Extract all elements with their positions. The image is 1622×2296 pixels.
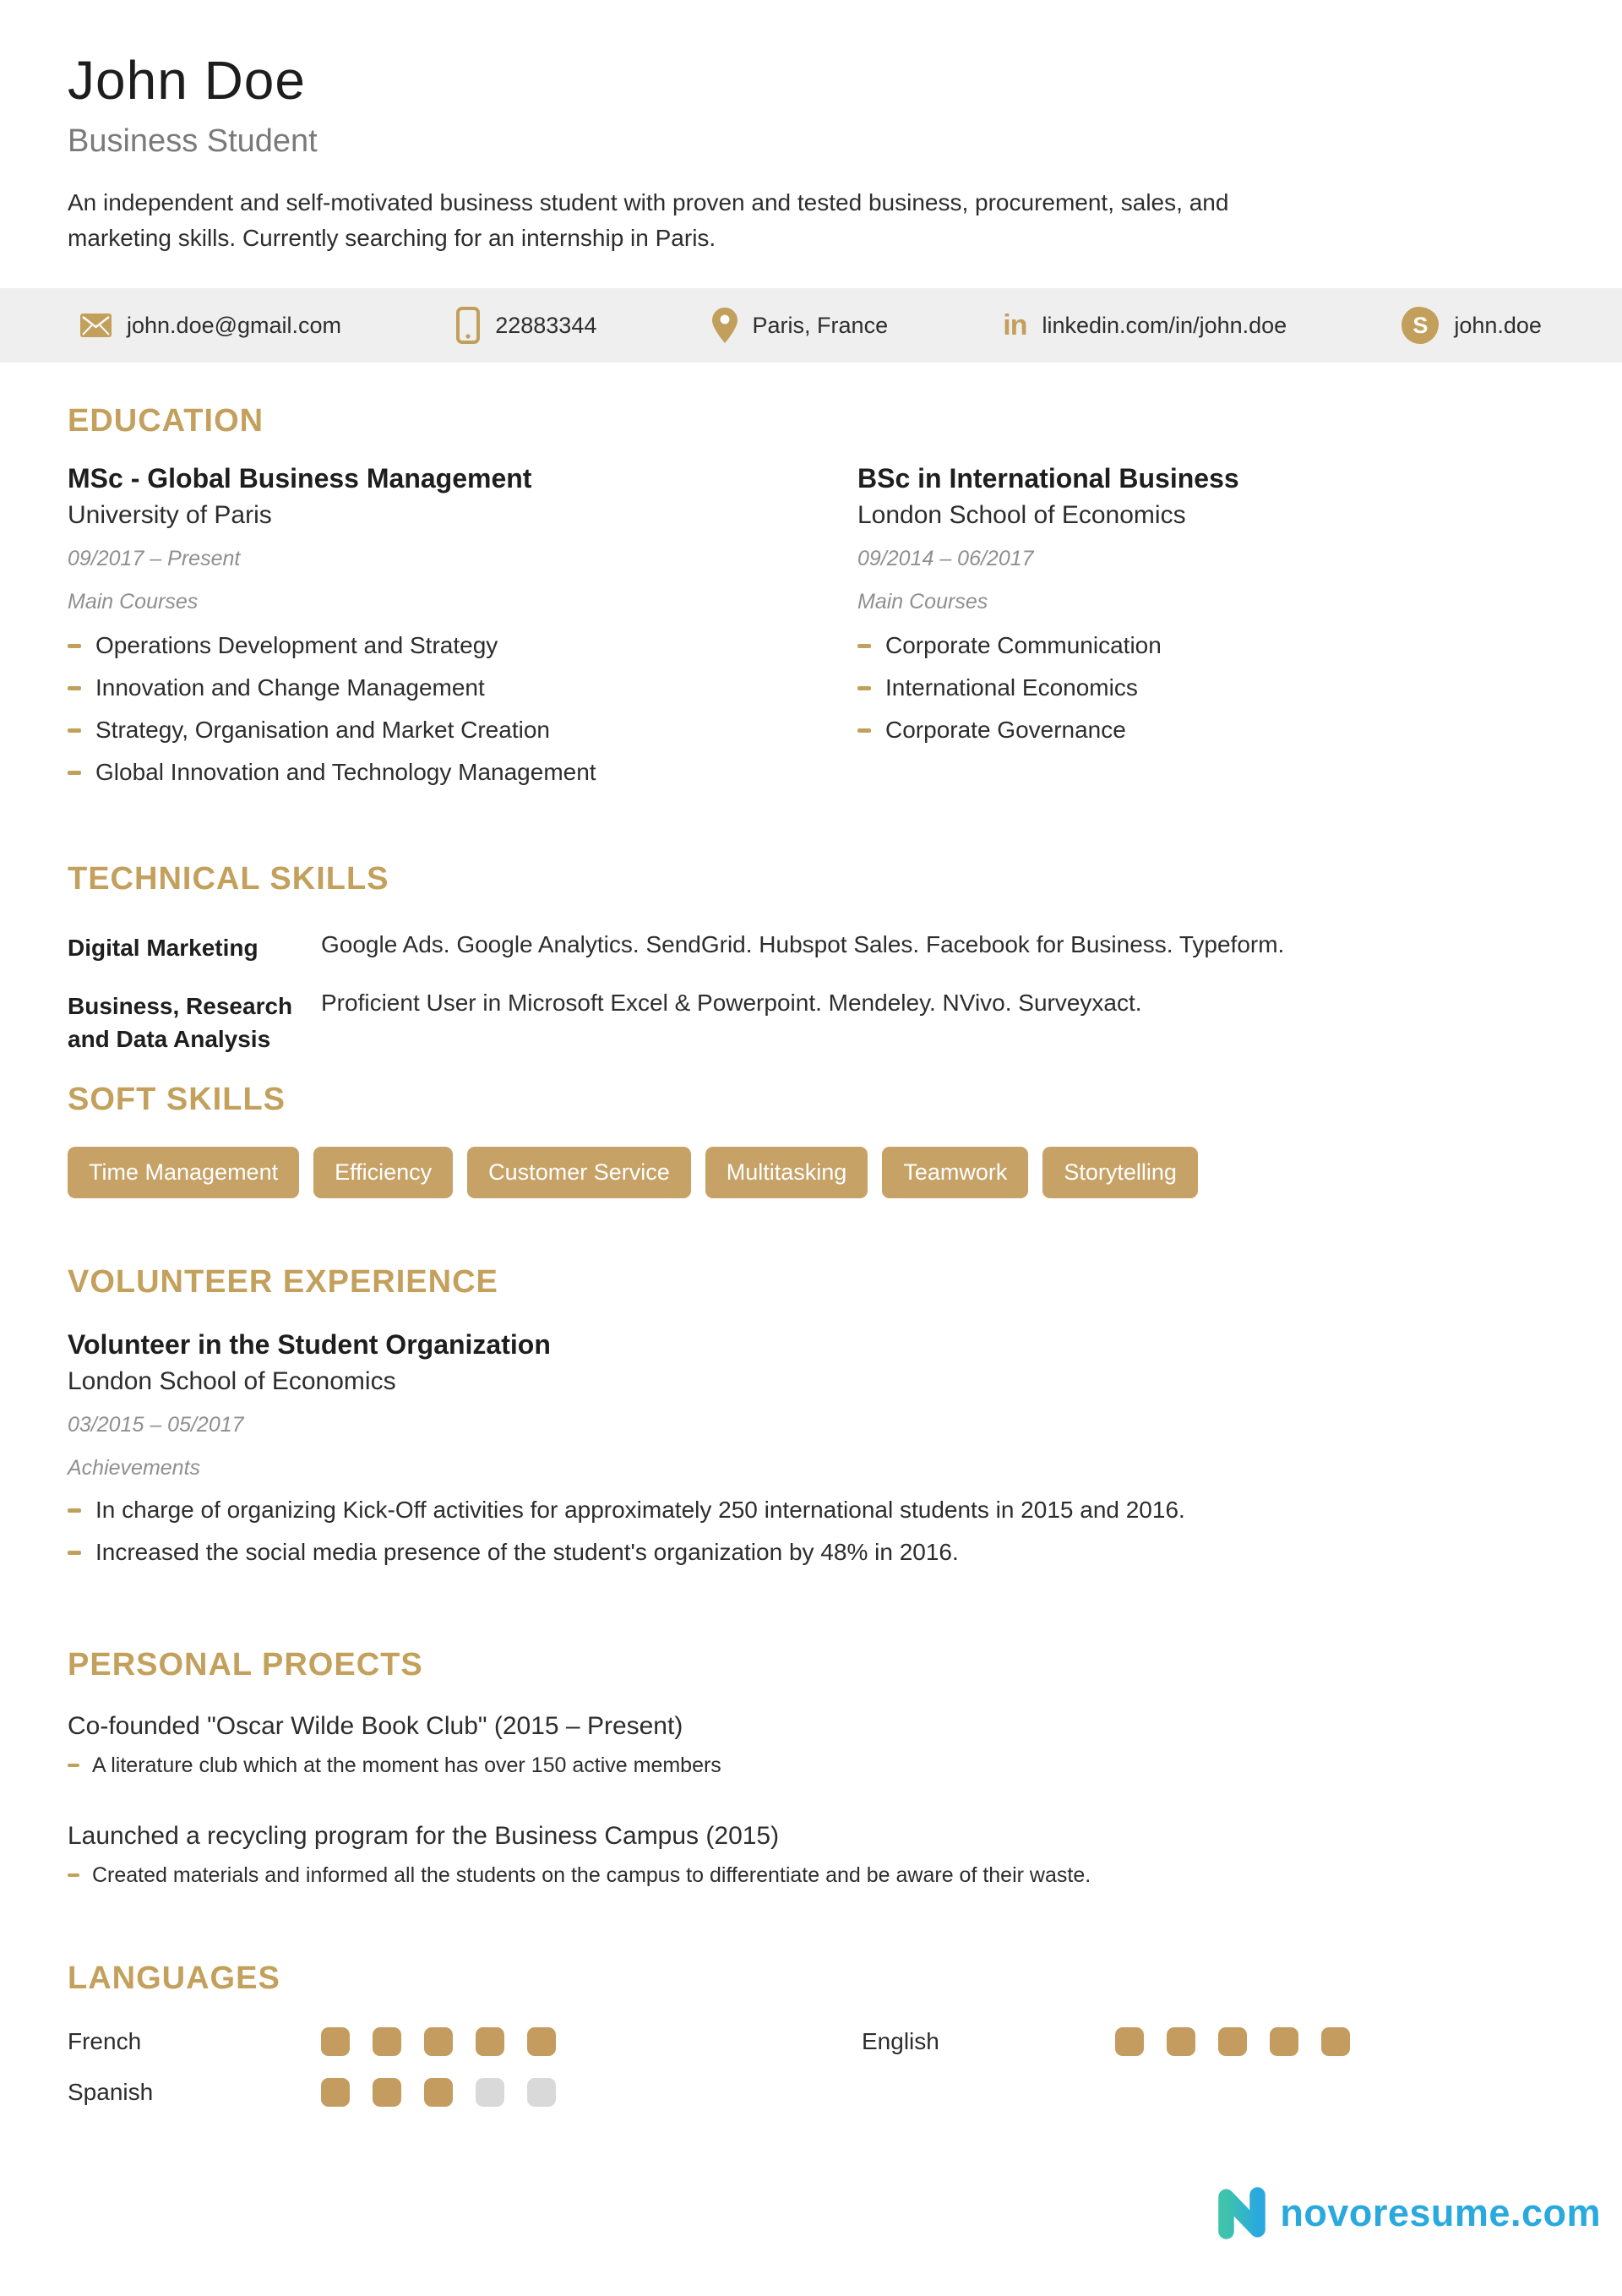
achievements-label: Achievements <box>68 1455 201 1480</box>
education-entry <box>68 463 857 800</box>
course-item-text: Corporate Governance <box>885 717 1126 743</box>
language-rows <box>68 2027 1554 2107</box>
level-square <box>373 2078 401 2107</box>
email-icon <box>80 314 112 337</box>
volunteer-role-title: Volunteer in the Student Organization <box>68 1328 551 1360</box>
contact-skype-text: john.doe <box>1454 312 1542 338</box>
level-square <box>1167 2027 1195 2056</box>
education-heading: EDUCATION <box>68 403 264 439</box>
course-item <box>68 758 857 787</box>
soft-skills-heading: SOFT SKILLS <box>68 1081 286 1117</box>
achievements-list <box>68 1496 1554 1567</box>
project-bullet <box>68 1862 1554 1888</box>
contact-skype <box>1402 307 1542 344</box>
dash-icon <box>68 686 81 690</box>
level-square <box>1270 2027 1298 2056</box>
project-item <box>68 1822 1554 1888</box>
achievement-item <box>68 1538 1554 1567</box>
course-item <box>68 674 857 702</box>
dash-icon <box>68 1764 79 1767</box>
course-item-text: Global Innovation and Technology Management <box>95 759 596 785</box>
technical-skill-rows <box>68 931 1554 1056</box>
contact-phone-text: 22883344 <box>495 312 597 338</box>
course-item <box>68 631 857 660</box>
language-row <box>68 2078 862 2107</box>
dash-icon <box>857 686 871 690</box>
school-name: University of Paris <box>68 501 272 529</box>
language-level-3-of-5 <box>321 2078 556 2107</box>
project-items <box>68 1712 1554 1888</box>
level-square <box>424 2027 453 2056</box>
dash-icon <box>857 728 871 733</box>
language-name: French <box>68 2027 142 2054</box>
personal-projects-heading: PERSONAL PROECTS <box>68 1646 423 1682</box>
course-item-text: Corporate Communication <box>885 632 1162 658</box>
dash-icon <box>857 644 871 648</box>
level-square <box>321 2027 350 2056</box>
education-entry <box>857 463 1554 800</box>
resume-header <box>0 0 1622 256</box>
achievement-item <box>68 1496 1554 1524</box>
education-date-range: 09/2014 – 06/2017 <box>857 547 1034 570</box>
level-square <box>476 2027 504 2056</box>
project-bullet <box>68 1753 1554 1778</box>
volunteer-section <box>0 1264 1622 1567</box>
course-item-text: Operations Development and Strategy <box>95 632 498 658</box>
level-square <box>1218 2027 1247 2056</box>
soft-skill-badge: Customer Service <box>467 1147 691 1198</box>
course-item <box>857 631 1554 660</box>
contact-email-text: john.doe@gmail.com <box>127 312 342 338</box>
contact-phone <box>456 307 596 344</box>
level-square <box>424 2078 453 2107</box>
achievement-item-text: In charge of organizing Kick-Off activities for approximately 250 international students in 2015 and 2016. <box>95 1496 1185 1523</box>
language-name: English <box>862 2027 939 2054</box>
level-square <box>527 2027 556 2056</box>
dash-icon <box>68 1551 81 1555</box>
skill-category-label: Business, Research and Data Analysis <box>68 993 293 1053</box>
skill-tools-text: Google Ads. Google Analytics. SendGrid. Hubspot Sales. Facebook for Business. Typeform. <box>321 931 1285 957</box>
project-bullets <box>68 1753 1554 1778</box>
contact-linkedin-text: linkedin.com/in/john.doe <box>1042 312 1287 338</box>
language-name: Spanish <box>68 2078 154 2105</box>
soft-skills-section <box>0 1082 1622 1198</box>
dash-icon <box>68 1873 79 1877</box>
volunteer-heading: VOLUNTEER EXPERIENCE <box>68 1263 498 1300</box>
dash-icon <box>68 1508 81 1513</box>
courses-label: Main Courses <box>857 590 988 614</box>
contact-location <box>712 308 889 343</box>
project-bullet-text: A literature club which at the moment has over 150 active members <box>92 1753 721 1777</box>
skill-category-label: Digital Marketing <box>68 935 259 961</box>
level-square <box>527 2078 556 2107</box>
language-row <box>68 2027 862 2056</box>
novoresume-logo[interactable] <box>1211 2182 1601 2244</box>
degree-title: MSc - Global Business Management <box>68 463 532 494</box>
contact-email <box>80 313 341 339</box>
linkedin-icon <box>1003 311 1026 340</box>
soft-skill-badge: Storytelling <box>1042 1147 1198 1198</box>
skill-tools-text: Proficient User in Microsoft Excel & Powerpoint. Mendeley. NVivo. Surveyxact. <box>321 990 1142 1017</box>
courses-label: Main Courses <box>68 590 199 614</box>
degree-title: BSc in International Business <box>857 463 1239 494</box>
technical-skills-heading: TECHNICAL SKILLS <box>68 861 389 897</box>
languages-section <box>0 1961 1622 2107</box>
volunteer-date-range: 03/2015 – 05/2017 <box>68 1412 244 1437</box>
soft-skill-badge: Teamwork <box>882 1147 1028 1198</box>
summary-text: An independent and self-motivated business student with proven and tested business, procurement, sales, and marketing skills. Currently searching for an internship in Paris. <box>68 189 1229 251</box>
languages-heading: LANGUAGES <box>68 1960 280 1996</box>
level-square <box>1115 2027 1144 2056</box>
technical-skill-row <box>68 990 1554 1055</box>
language-level-5-of-5 <box>1115 2027 1350 2056</box>
contact-bar <box>0 288 1622 363</box>
achievement-item-text: Increased the social media presence of the student's organization by 48% in 2016. <box>95 1538 959 1565</box>
courses-list <box>68 631 857 787</box>
level-square <box>321 2078 350 2107</box>
technical-skills-section <box>0 861 1622 1056</box>
education-entries <box>68 463 1554 800</box>
novoresume-brand-text[interactable]: novoresume.com <box>1280 2191 1601 2234</box>
personal-projects-section <box>0 1647 1622 1888</box>
volunteer-organization: London School of Economics <box>68 1366 396 1395</box>
candidate-job-title: Business Student <box>68 123 318 159</box>
dash-icon <box>68 728 81 733</box>
language-row <box>862 2027 1554 2056</box>
project-title: Co-founded "Oscar Wilde Book Club" (2015 – Present) <box>68 1711 683 1740</box>
soft-skill-badge: Efficiency <box>313 1147 453 1198</box>
course-item <box>857 674 1554 702</box>
level-square <box>1321 2027 1350 2056</box>
project-bullets <box>68 1862 1554 1888</box>
level-square <box>373 2027 401 2056</box>
contact-location-text: Paris, France <box>752 312 889 338</box>
location-pin-icon <box>712 308 738 343</box>
contact-linkedin <box>1003 311 1287 340</box>
project-bullet-text: Created materials and informed all the students on the campus to differentiate and be aware of their waste. <box>92 1862 1091 1887</box>
courses-list <box>857 631 1554 744</box>
candidate-name: John Doe <box>68 50 306 111</box>
novoresume-n-icon <box>1211 2182 1273 2244</box>
course-item-text: International Economics <box>885 674 1138 701</box>
soft-skill-badges <box>68 1147 1554 1198</box>
course-item <box>68 716 857 744</box>
education-date-range: 09/2017 – Present <box>68 547 241 570</box>
school-name: London School of Economics <box>857 501 1186 529</box>
soft-skill-badge: Multitasking <box>705 1147 868 1198</box>
course-item <box>857 716 1554 744</box>
dash-icon <box>68 644 81 648</box>
dash-icon <box>68 771 81 775</box>
phone-icon <box>456 307 480 344</box>
language-level-5-of-5 <box>321 2027 556 2056</box>
soft-skill-badge: Time Management <box>68 1147 299 1198</box>
education-section <box>0 403 1622 800</box>
project-item <box>68 1712 1554 1778</box>
level-square <box>476 2078 504 2107</box>
course-item-text: Strategy, Organisation and Market Creation <box>95 717 550 743</box>
skype-icon <box>1402 307 1439 344</box>
technical-skill-row <box>68 931 1554 964</box>
project-title: Launched a recycling program for the Business Campus (2015) <box>68 1821 780 1850</box>
course-item-text: Innovation and Change Management <box>95 674 485 701</box>
